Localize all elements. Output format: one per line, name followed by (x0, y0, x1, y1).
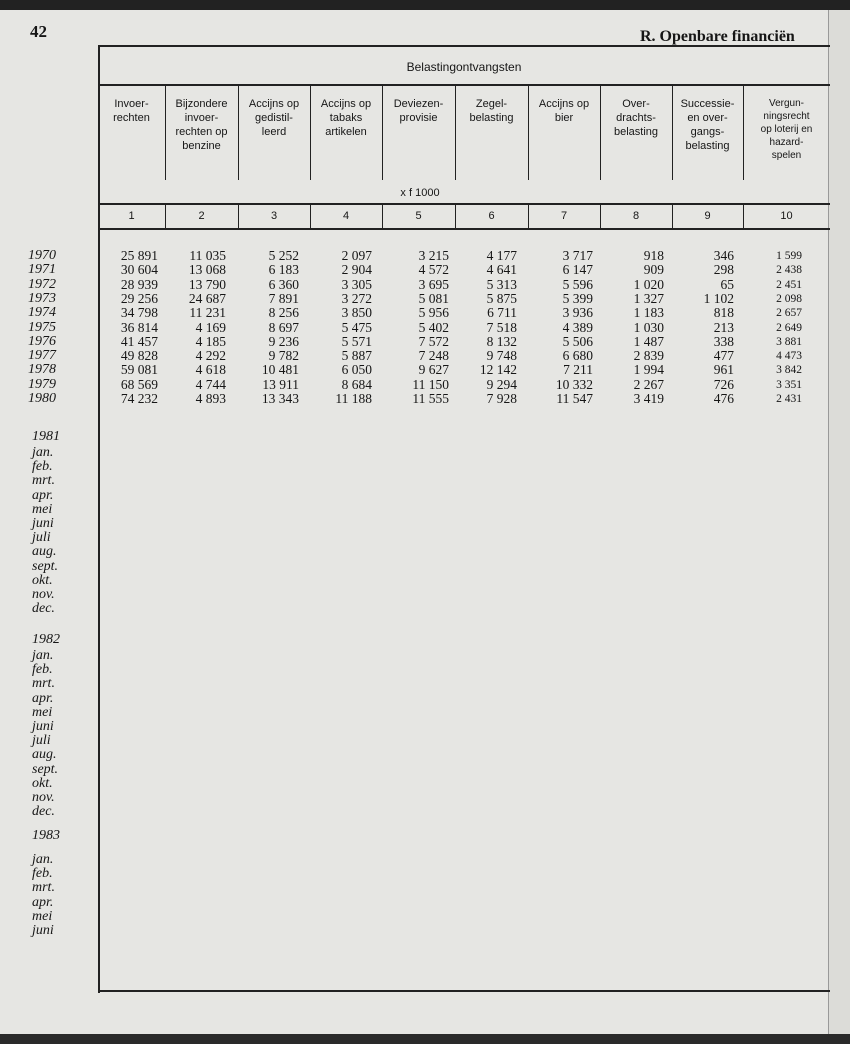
table-cell: 9 294 (486, 376, 517, 392)
period-year: 1981 (32, 429, 60, 444)
table-cell: 3 881 (776, 335, 802, 348)
table-cell: 7 518 (486, 319, 517, 335)
table-cell: 2 098 (776, 292, 802, 305)
period-month: apr. (32, 894, 54, 910)
table-cell: 3 850 (341, 305, 372, 321)
period-month: juli (32, 530, 51, 546)
table-cell: 5 506 (562, 333, 593, 349)
table-cell: 49 828 (120, 348, 158, 364)
table-cell: 8 684 (341, 376, 372, 392)
table-cell: 29 256 (120, 290, 158, 306)
table-bottom-rule (98, 990, 830, 992)
table-cell: 6 360 (268, 276, 299, 292)
period-month: sept. (32, 558, 59, 574)
table-cell: 3 419 (633, 391, 664, 406)
table-cell: 3 215 (418, 248, 449, 263)
table-cell: 4 744 (195, 376, 226, 392)
table-cell: 4 185 (195, 333, 226, 349)
table-cell: 9 748 (486, 348, 517, 364)
table-cell: 25 891 (120, 248, 158, 263)
table-cell: 34 798 (120, 305, 158, 321)
table-cell: 3 351 (776, 378, 802, 391)
table-cell: 11 035 (189, 248, 226, 263)
column-number: 9 (704, 210, 711, 222)
period-year: 1983 (32, 828, 60, 843)
column-header: Invoer- rechten (113, 98, 150, 124)
period-month: juni (32, 719, 54, 734)
period-month: jan. (32, 445, 54, 460)
table-cell: 8 132 (486, 333, 517, 349)
table-cell: 7 928 (486, 391, 517, 406)
table-cell: 5 313 (486, 276, 517, 292)
column-number: 10 (780, 210, 793, 222)
table-cell: 2 649 (776, 321, 802, 334)
row-year: 1970 (28, 248, 56, 263)
table-top-rule (98, 45, 830, 47)
period-month: feb. (32, 866, 53, 882)
table-cell: 1 020 (633, 276, 664, 292)
table-cell: 4 177 (486, 248, 517, 263)
table-cell: 726 (713, 376, 734, 392)
table-cell: 13 790 (188, 276, 226, 292)
period-month: nov. (32, 790, 55, 805)
table-cell: 213 (713, 319, 734, 335)
table-cell: 13 911 (262, 376, 299, 392)
period-month: mei (32, 501, 53, 517)
period-month: jan. (32, 852, 54, 867)
table-cell: 7 891 (268, 290, 299, 306)
table-cell: 476 (713, 391, 734, 406)
unit-label: x f 1000 (400, 187, 440, 199)
period-month: mei (32, 908, 53, 924)
table-cell: 3 842 (776, 364, 802, 377)
table-cell: 4 292 (195, 348, 226, 364)
column-number: 8 (632, 210, 640, 222)
table-cell: 1 487 (633, 333, 664, 349)
row-year: 1975 (28, 319, 56, 335)
row-year: 1978 (28, 362, 56, 378)
table-cell: 346 (713, 248, 734, 263)
period-month: mrt. (32, 676, 55, 692)
table-cell: 9 627 (418, 362, 449, 378)
period-month: apr. (32, 690, 54, 706)
table-cell: 3 695 (418, 276, 449, 292)
column-number: 6 (488, 210, 495, 222)
table-cell: 4 169 (195, 319, 226, 335)
table-cell: 6 680 (562, 348, 593, 364)
table-cell: 2 451 (776, 278, 802, 291)
table-cell: 3 936 (562, 305, 593, 321)
table-cell: 68 569 (120, 376, 158, 392)
table-cell: 36 814 (120, 319, 158, 335)
table-cell: 5 252 (268, 248, 299, 263)
table-cell: 1 102 (703, 290, 734, 306)
table-cell: 1 994 (633, 362, 664, 378)
table-cell: 8 697 (268, 319, 299, 335)
table-left-rule (98, 45, 100, 993)
table-cell: 59 081 (120, 362, 158, 378)
table-cell: 13 343 (261, 391, 299, 406)
row-year: 1972 (28, 276, 56, 292)
table-cell: 5 081 (418, 290, 449, 306)
table-cell: 3 272 (341, 290, 372, 306)
table-cell: 4 641 (486, 262, 517, 278)
table-cell: 818 (713, 305, 734, 321)
row-year: 1979 (28, 376, 56, 392)
table-cell: 4 572 (418, 262, 449, 278)
table-cell: 11 188 (335, 391, 372, 406)
table-cell: 909 (643, 262, 664, 278)
column-number: 4 (342, 210, 350, 222)
table-cell: 8 256 (268, 305, 299, 321)
column-header: Accijns op tabaks artikelen (320, 98, 372, 138)
table-cell: 1 030 (633, 319, 664, 335)
table-cell: 6 147 (562, 262, 593, 278)
column-number: 1 (128, 210, 135, 222)
row-year: 1976 (28, 333, 56, 349)
table-cell: 5 596 (562, 276, 593, 292)
column-header: Accijns op gedistil- leerd (248, 98, 300, 138)
period-month: nov. (32, 587, 55, 602)
table-cell: 28 939 (120, 276, 158, 292)
period-month: mrt. (32, 880, 55, 896)
table-cell: 5 475 (341, 319, 372, 335)
table-cell: 74 232 (120, 391, 158, 406)
table-cell: 5 887 (341, 348, 372, 364)
period-month: dec. (32, 601, 55, 617)
table-cell: 4 893 (195, 391, 226, 406)
table-cell: 5 402 (418, 319, 449, 335)
period-month: feb. (32, 662, 53, 678)
table-cell: 6 711 (487, 305, 517, 321)
table-cell: 1 599 (776, 250, 802, 262)
page-number: 42 (30, 22, 47, 41)
table-cell: 65 (720, 276, 734, 292)
row-year: 1980 (28, 391, 56, 406)
column-number-bottom-rule (98, 228, 830, 230)
table-cell: 30 604 (120, 262, 158, 278)
period-month: juli (32, 733, 51, 749)
column-number: 2 (198, 210, 205, 222)
period-month: okt. (32, 775, 53, 791)
group-header: Belastingontvangsten (406, 60, 522, 74)
chapter-title: R. Openbare financiën (640, 28, 795, 45)
column-header: Over- drachts- belasting (613, 98, 659, 138)
table-cell: 961 (713, 362, 734, 378)
column-number: 5 (415, 210, 422, 222)
table-cell: 3 305 (341, 276, 372, 292)
table-cell: 4 618 (195, 362, 226, 378)
table-cell: 7 248 (418, 348, 449, 364)
table-cell: 5 956 (418, 305, 449, 321)
table-cell: 2 657 (776, 307, 802, 320)
table-cell: 6 183 (268, 262, 299, 278)
period-month: aug. (32, 747, 57, 763)
period-month: mrt. (32, 473, 55, 489)
table-cell: 2 904 (341, 262, 372, 278)
table-cell: 10 332 (555, 376, 593, 392)
table-cell: 13 068 (188, 262, 226, 278)
scan-border-top (0, 0, 850, 10)
adjacent-page-edge (828, 10, 850, 1034)
table-cell: 2 097 (341, 248, 372, 263)
table-cell: 4 389 (562, 319, 593, 335)
table-cell: 2 839 (633, 348, 664, 364)
table-cell: 24 687 (188, 290, 226, 306)
table-cell: 477 (713, 348, 734, 364)
row-year: 1974 (28, 305, 56, 321)
period-month: dec. (32, 804, 55, 820)
period-month: juni (32, 923, 54, 938)
period-year: 1982 (32, 632, 60, 647)
column-header: Zegel- belasting (469, 98, 514, 124)
row-year: 1977 (28, 348, 56, 364)
column-header: Deviezen- provisie (393, 98, 444, 124)
table-cell: 10 481 (261, 362, 299, 378)
table-cell: 12 142 (479, 362, 517, 378)
table-cell: 338 (713, 333, 734, 349)
column-number-top-rule (98, 203, 830, 205)
table-cell: 1 183 (633, 305, 664, 321)
column-header: Bijzondere invoer- rechten op benzine (175, 98, 228, 152)
period-month: sept. (32, 761, 59, 777)
period-month: mei (32, 704, 53, 720)
table-cell: 5 875 (486, 290, 517, 306)
table-cell: 7 572 (418, 333, 449, 349)
period-month: juni (32, 516, 54, 531)
table-cell: 5 571 (341, 333, 372, 349)
column-number: 7 (560, 210, 568, 222)
column-header: Accijns op bier (538, 98, 590, 124)
row-year: 1971 (28, 262, 56, 278)
column-header: Vergun- ningsrecht op loterij en hazard- spelen (760, 98, 813, 161)
table-cell: 2 431 (776, 393, 802, 405)
period-month: jan. (32, 648, 54, 663)
table-cell: 11 231 (189, 305, 226, 321)
period-month: feb. (32, 459, 53, 475)
scan-border-bottom (0, 1034, 850, 1044)
table-cell: 2 267 (633, 376, 664, 392)
table-cell: 4 473 (776, 350, 802, 363)
table-cell: 9 236 (268, 333, 299, 349)
table-cell: 9 782 (268, 348, 299, 364)
table-cell: 41 457 (120, 333, 158, 349)
table-cell: 11 555 (412, 391, 449, 406)
table-cell: 7 211 (563, 362, 593, 378)
table-cell: 11 150 (412, 376, 449, 392)
table-cell: 918 (643, 248, 664, 263)
header-rule (98, 84, 830, 86)
period-month: apr. (32, 487, 54, 503)
column-header: Successie- en over- gangs- belasting (680, 98, 735, 152)
table-cell: 6 050 (341, 362, 372, 378)
column-number: 3 (270, 210, 278, 222)
row-year: 1973 (28, 290, 56, 306)
table-cell: 1 327 (633, 290, 664, 306)
table-cell: 298 (713, 262, 734, 278)
table-cell: 5 399 (562, 290, 593, 306)
table-cell: 11 547 (556, 391, 593, 406)
period-month: aug. (32, 544, 57, 560)
table-cell: 2 438 (776, 264, 802, 277)
period-month: okt. (32, 572, 53, 588)
table-cell: 3 717 (562, 248, 593, 263)
